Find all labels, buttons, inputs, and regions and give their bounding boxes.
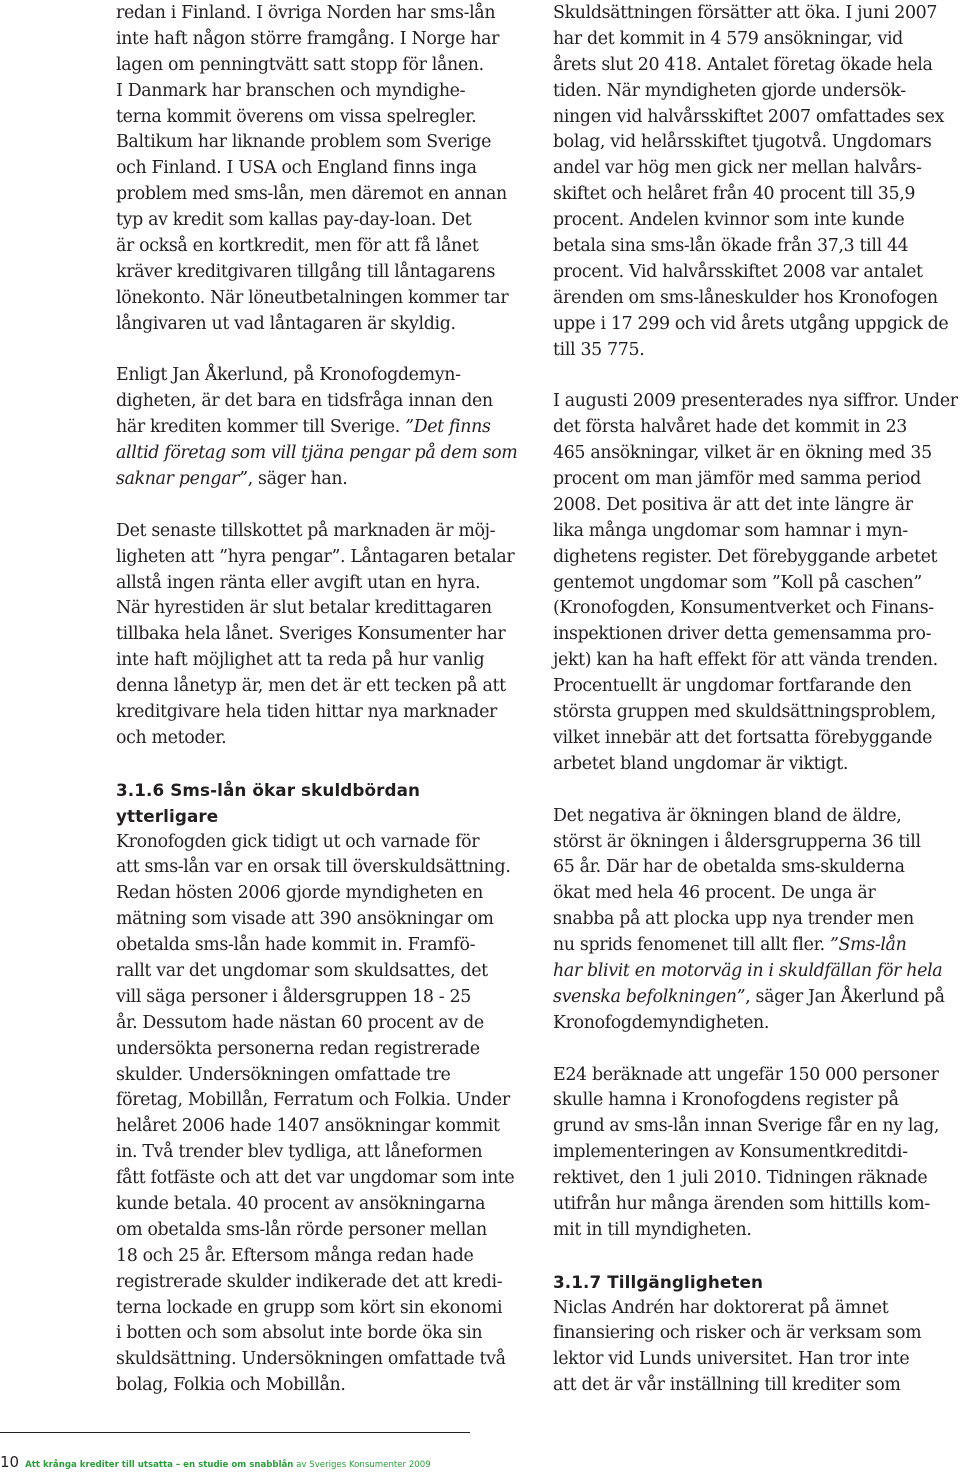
text-line: i botten och som absolut inte borde öka sin bbox=[116, 1323, 483, 1344]
text-line: finansiering och risker och är verksam som bbox=[553, 1323, 922, 1344]
paragraph bbox=[553, 1296, 953, 1400]
text-line: inspektionen driver detta gemensamma pro- bbox=[553, 624, 932, 645]
paragraph bbox=[553, 804, 953, 1037]
text-line: in. Två trender blev tydliga, att låneformen bbox=[116, 1142, 483, 1163]
text-line: Baltikum har liknande problem som Sverige bbox=[116, 132, 492, 153]
text-line: I augusti 2009 presenterades nya siffror. Under bbox=[553, 391, 958, 412]
text-line: tiden. När myndigheten gjorde undersök- bbox=[553, 80, 906, 101]
text-line: 465 ansökningar, vilket är en ökning med 35 bbox=[553, 443, 932, 464]
paragraph bbox=[116, 519, 516, 752]
publisher-credit: av Sveriges Konsumenter 2009 bbox=[293, 1460, 431, 1470]
text-line bbox=[116, 467, 516, 493]
text-run: nu sprids fenomenet till allt fler. bbox=[553, 935, 830, 956]
text-line: denna lånetyp är, men det är ett tecken på att bbox=[116, 676, 506, 697]
text-line: gentemot ungdomar som ”Koll på caschen” bbox=[553, 572, 922, 593]
text-line: 18 och 25 år. Eftersom många redan hade bbox=[116, 1245, 474, 1266]
text-line: helåret 2006 hade 1407 ansökningar kommit bbox=[116, 1116, 500, 1137]
text-line: bolag, vid helårsskiftet tjugotvå. Ungdomars bbox=[553, 132, 932, 153]
text-line: terna kommit överens om vissa spelregler. bbox=[116, 106, 477, 127]
section-heading bbox=[553, 1270, 953, 1296]
text-line: vilket innebär att det fortsatta förebyggande bbox=[553, 727, 933, 748]
text-line: Enligt Jan Åkerlund, på Kronofogdemyn- bbox=[116, 365, 461, 386]
text-line: snabba på att plocka upp nya trender men bbox=[553, 909, 914, 930]
text-line: I Danmark har branschen och myndighe- bbox=[116, 80, 466, 101]
text-line: redan i Finland. I övriga Norden har sms-lån bbox=[116, 3, 496, 23]
text-line: Skuldsättningen försätter att öka. I juni 2007 bbox=[553, 3, 938, 23]
text-line: bolag, Folkia och Mobillån. bbox=[116, 1375, 346, 1396]
text-line: ärenden om sms-låneskulder hos Kronofogen bbox=[553, 287, 938, 308]
text-line: Det senaste tillskottet på marknaden är möj- bbox=[116, 520, 496, 541]
text-line: ligheten att ”hyra pengar”. Låntagaren betalar bbox=[116, 546, 515, 567]
text-run: , säger han. bbox=[247, 469, 348, 490]
paragraph bbox=[116, 1, 516, 338]
text-line: att det är vår inställning till krediter som bbox=[553, 1375, 901, 1396]
text-line: När hyrestiden är slut betalar kredittagaren bbox=[116, 598, 492, 619]
page-number: 10 bbox=[0, 1453, 20, 1471]
text-line: skulle hamna i Kronofogdens register på bbox=[553, 1090, 899, 1111]
text-line: Procentuellt är ungdomar fortfarande den bbox=[553, 676, 912, 697]
text-line: att sms-lån var en orsak till överskuldsättning. bbox=[116, 857, 511, 878]
text-line: till 35 775. bbox=[553, 339, 645, 360]
text-line: ningen vid halvårsskiftet 2007 omfattades sex bbox=[553, 106, 945, 127]
paragraph-gap bbox=[116, 493, 516, 519]
text-line: och Finland. I USA och England finns inga bbox=[116, 158, 477, 179]
text-line: har det kommit in 4 579 ansökningar, vid bbox=[553, 28, 903, 49]
text-line: utifrån hur många ärenden som hittills kom- bbox=[553, 1193, 930, 1214]
quote-text: ”Det finns bbox=[405, 417, 491, 438]
heading-line: ytterligare bbox=[116, 805, 219, 826]
footer-divider bbox=[0, 1432, 470, 1433]
quote-text: ”Sms-lån bbox=[830, 935, 907, 956]
text-line bbox=[553, 985, 953, 1011]
text-line: årets slut 20 418. Antalet företag ökade hela bbox=[553, 54, 933, 75]
left-column bbox=[116, 1, 516, 1399]
heading-line: 3.1.7 Tillgängligheten bbox=[553, 1271, 764, 1292]
text-line: lektor vid Lunds universitet. Han tror inte bbox=[553, 1349, 910, 1370]
text-line: 2008. Det positiva är att det inte längre är bbox=[553, 494, 913, 515]
text-line: 65 år. Där har de obetalda sms-skulderna bbox=[553, 857, 905, 878]
text-line: långivaren ut vad låntagaren är skyldig. bbox=[116, 313, 456, 334]
text-line: och metoder. bbox=[116, 727, 227, 748]
paragraph-gap bbox=[553, 1244, 953, 1270]
text-line: procent. Vid halvårsskiftet 2008 var antalet bbox=[553, 261, 923, 282]
text-run: här krediten kommer till Sverige. bbox=[116, 417, 406, 438]
text-line: betala sina sms-lån ökade från 37,3 till 44 bbox=[553, 236, 909, 257]
text-line: arbetet bland ungdomar är viktigt. bbox=[553, 753, 849, 774]
publication-title: Att krånga krediter till utsatta – en studie om snabblån bbox=[25, 1460, 294, 1470]
paragraph bbox=[553, 1, 953, 363]
text-line: kräver kreditgivaren tillgång till låntagarens bbox=[116, 261, 496, 282]
text-line: det första halvåret hade det kommit in 23 bbox=[553, 417, 908, 438]
text-line: typ av kredit som kallas pay-day-loan. Det bbox=[116, 210, 472, 231]
text-line: om obetalda sms-lån rörde personer mellan bbox=[116, 1219, 487, 1240]
paragraph-gap bbox=[553, 363, 953, 389]
text-line: kreditgivare hela tiden hittar nya marknader bbox=[116, 702, 497, 723]
text-line: år. Dessutom hade nästan 60 procent av de bbox=[116, 1012, 484, 1033]
paragraph-gap bbox=[116, 752, 516, 778]
text-line: kunde betala. 40 procent av ansökningarna bbox=[116, 1193, 486, 1214]
text-line: störst är ökningen i åldersgrupperna 36 till bbox=[553, 831, 921, 852]
text-line: tillbaka hela lånet. Sveriges Konsumenter har bbox=[116, 624, 506, 645]
text-run: , säger Jan Åkerlund på bbox=[745, 986, 945, 1007]
text-line: uppe i 17 299 och vid årets utgång uppgick de bbox=[553, 313, 949, 334]
text-line: rektivet, den 1 juli 2010. Tidningen räknade bbox=[553, 1168, 928, 1189]
text-line bbox=[553, 933, 953, 959]
paragraph bbox=[116, 363, 516, 492]
text-line: terna lockade en grupp som kört sin ekonomi bbox=[116, 1297, 503, 1318]
text-line: största gruppen med skuldsättningsproblem, bbox=[553, 702, 936, 723]
text-line: grund av sms-lån innan Sverige får en ny lag, bbox=[553, 1116, 940, 1137]
text-line: undersökta personerna redan registrerade bbox=[116, 1038, 480, 1059]
text-line: dighetens register. Det förebyggande arbetet bbox=[553, 546, 938, 567]
section-heading bbox=[116, 778, 516, 830]
text-line: allstå ingen ränta eller avgift utan en hyra. bbox=[116, 572, 481, 593]
text-line: problem med sms-lån, men däremot en annan bbox=[116, 184, 507, 205]
text-line: skulder. Undersökningen omfattade tre bbox=[116, 1064, 451, 1085]
text-line: vill säga personer i åldersgruppen 18 - 25 bbox=[116, 986, 471, 1007]
text-line: Redan hösten 2006 gjorde myndigheten en bbox=[116, 883, 483, 904]
text-line: lika många ungdomar som hamnar i myn- bbox=[553, 520, 908, 541]
heading-line: 3.1.6 Sms-lån ökar skuldbördan bbox=[116, 779, 421, 800]
text-line: skuldsättning. Undersökningen omfattade två bbox=[116, 1349, 506, 1370]
quote-text: har blivit en motorväg in i skuldfällan för hela bbox=[553, 960, 943, 981]
quote-text: alltid företag som vill tjäna pengar på dem som bbox=[116, 443, 518, 464]
paragraph-gap bbox=[553, 778, 953, 804]
text-line: fått fotfäste och att det var ungdomar som inte bbox=[116, 1168, 515, 1189]
paragraph-gap bbox=[116, 338, 516, 364]
text-line: andel var hög men gick ner mellan halvårs- bbox=[553, 158, 922, 179]
text-line: inte haft någon större framgång. I Norge har bbox=[116, 28, 500, 49]
text-line: Kronofogden gick tidigt ut och varnade för bbox=[116, 831, 480, 852]
text-line: är också en kortkredit, men för att få lånet bbox=[116, 236, 479, 257]
text-line: obetalda sms-lån hade kommit in. Framfö- bbox=[116, 935, 476, 956]
text-line: implementeringen av Konsumentkreditdi- bbox=[553, 1142, 908, 1163]
text-line: skiftet och helåret från 40 procent till 35,9 bbox=[553, 184, 916, 205]
text-line: inte haft möjlighet att ta reda på hur vanlig bbox=[116, 650, 485, 671]
text-line: procent. Andelen kvinnor som inte kunde bbox=[553, 210, 905, 231]
text-line: jekt) kan ha haft effekt för att vända trenden. bbox=[553, 650, 938, 671]
text-line: Det negativa är ökningen bland de äldre, bbox=[553, 805, 902, 826]
text-line: procent om man jämför med samma period bbox=[553, 469, 921, 490]
text-line: Kronofogdemyndigheten. bbox=[553, 1012, 770, 1033]
text-line: digheten, är det bara en tidsfråga innan den bbox=[116, 391, 493, 412]
text-line: företag, Mobillån, Ferratum och Folkia. Under bbox=[116, 1090, 510, 1111]
text-line: rallt var det ungdomar som skuldsattes, det bbox=[116, 960, 488, 981]
page-footer bbox=[0, 1452, 431, 1471]
paragraph bbox=[553, 389, 958, 777]
text-line: Niclas Andrén har doktorerat på ämnet bbox=[553, 1297, 889, 1318]
text-line: mätning som visade att 390 ansökningar om bbox=[116, 909, 494, 930]
text-line: ökat med hela 46 procent. De unga är bbox=[553, 883, 876, 904]
text-line: lönekonto. När löneutbetalningen kommer tar bbox=[116, 287, 509, 308]
text-line: lagen om penningtvätt satt stopp för lånen. bbox=[116, 54, 484, 75]
paragraph bbox=[553, 1063, 953, 1244]
quote-text: saknar pengar” bbox=[116, 469, 248, 490]
text-line: (Kronofogden, Konsumentverket och Finans- bbox=[553, 598, 934, 619]
text-line bbox=[116, 415, 516, 441]
text-line: E24 beräknade att ungefär 150 000 personer bbox=[553, 1064, 939, 1085]
right-column bbox=[553, 1, 958, 1399]
text-line: mit in till myndigheten. bbox=[553, 1219, 752, 1240]
paragraph bbox=[116, 830, 516, 1400]
paragraph-gap bbox=[553, 1037, 953, 1063]
quote-text: svenska befolkningen” bbox=[553, 986, 746, 1007]
text-line: registrerade skulder indikerade det att kredi- bbox=[116, 1271, 503, 1292]
